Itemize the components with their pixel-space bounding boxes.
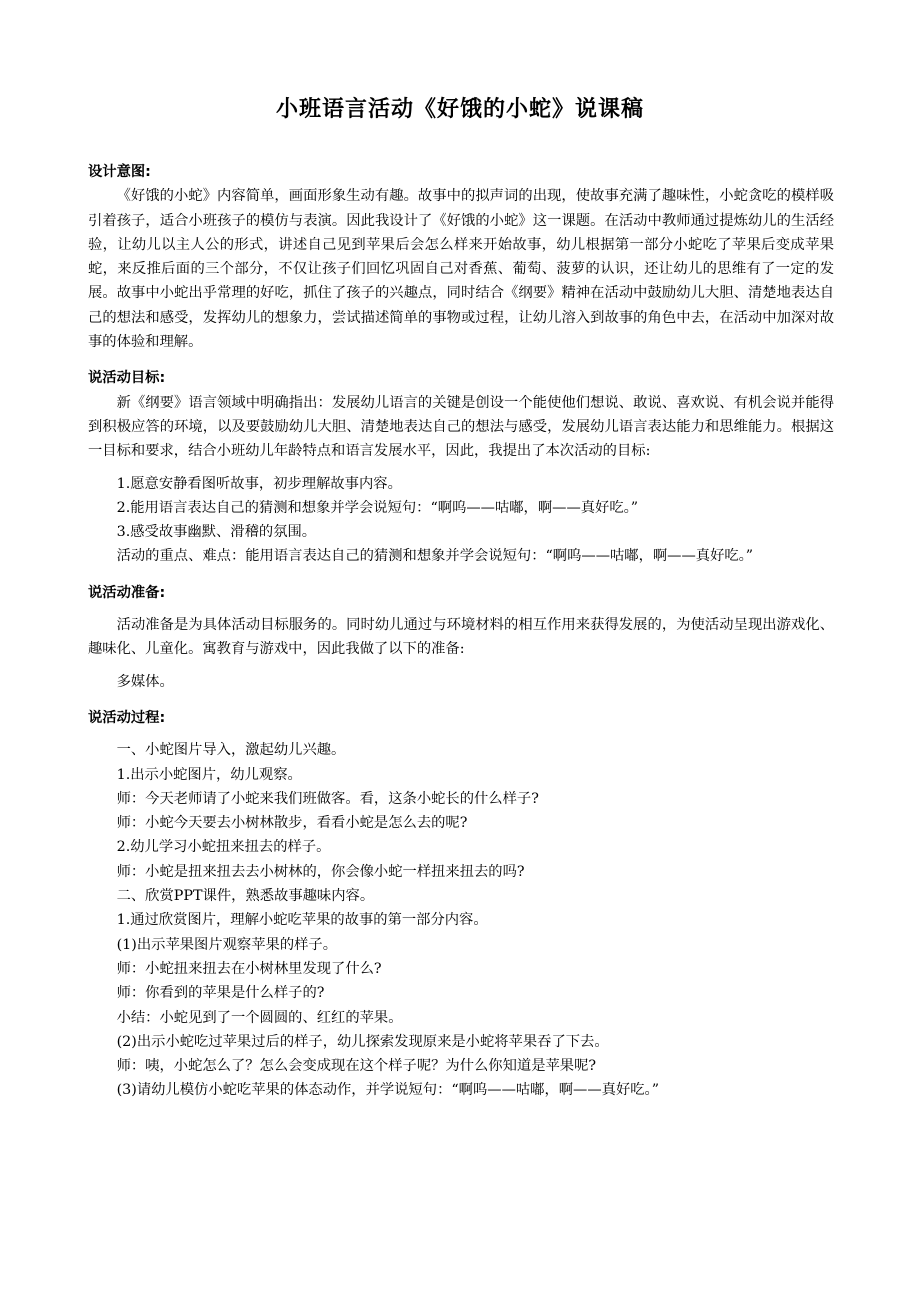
process-line: 师：小蛇今天要去小树林散步，看看小蛇是怎么去的呢? (116, 815, 468, 832)
goal-item-3: 3.感受故事幽默、滑稽的氛围。 (116, 524, 317, 541)
preparation-item: 多媒体。 (116, 673, 174, 690)
process-line: 2.幼儿学习小蛇扭来扭去的样子。 (116, 839, 331, 856)
process-line: 1.通过欣赏图片，理解小蛇吃苹果的故事的第一部分内容。 (116, 912, 488, 929)
document-body (88, 160, 834, 1103)
key-point: 活动的重点、难点：能用语言表达自己的猜测和想象并学会说短句：“啊呜——咕嘟，啊——真好吃。” (116, 548, 754, 565)
heading-preparation: 说活动准备: (88, 584, 166, 601)
process-line: 1.出示小蛇图片，幼儿观察。 (116, 766, 302, 783)
heading-design: 设计意图: (88, 164, 151, 180)
paragraph-preparation: 活动准备是为具体活动目标服务的。同时幼儿通过与环境材料的相互作用来获得发展的，为使活动呈现出游戏化、趣味化、儿童化。寓教育与游戏中，因此我做了以下的准备: (88, 617, 834, 658)
heading-goals: 说活动目标: (88, 370, 166, 387)
process-line: 一、小蛇图片导入，激起幼儿兴趣。 (116, 742, 346, 759)
page-title: 小班语言活动《好饿的小蛇》说课稿 (275, 97, 644, 122)
paragraph-goals: 新《纲要》语言领域中明确指出：发展幼儿语言的关键是创设一个能使他们想说、敢说、喜欢说、有机会说并能得到积极应答的环境，以及要鼓励幼儿大胆、清楚地表达自己的想法与感受，发展幼儿语言表达能力和思维能力。根据这一目标和要求，结合小班幼儿年龄特点和语言发展水平，因此，我提出了本次活动的目标: (88, 394, 834, 460)
process-line: 师：咦，小蛇怎么了？怎么会变成现在这个样子呢？为什么你知道是苹果呢? (116, 1058, 597, 1075)
process-line: (2)出示小蛇吃过苹果过后的样子，幼儿探索发现原来是小蛇将苹果吞了下去。 (116, 1033, 609, 1050)
process-line: 小结：小蛇见到了一个圆圆的、红红的苹果。 (116, 1009, 403, 1026)
goal-item-2: 2.能用语言表达自己的猜测和想象并学会说短句：“啊呜——咕嘟，啊——真好吃。” (116, 499, 639, 516)
process-line: 师：小蛇是扭来扭去去小树林的，你会像小蛇一样扭来扭去的吗? (116, 863, 525, 880)
paragraph-design: 《好饿的小蛇》内容简单，画面形象生动有趣。故事中的拟声词的出现，使故事充满了趣味性，小蛇贪吃的模样吸引着孩子，适合小班孩子的模仿与表演。因此我设计了《好饿的小蛇》这一课题。在活动中教师通过提炼幼儿的生活经验，让幼儿以主人公的形式，讲述自己见到苹果后会怎么样来开始故事，幼儿根据第一部分小蛇吃了苹果后变成苹果蛇，来反推后面的三个部分，不仅让孩子们回忆巩固自己对香蕉、葡萄、菠萝的认识，还让幼儿的思维有了一定的发展。故事中小蛇出乎常理的好吃，抓住了孩子的兴趣点，同时结合《纲要》精神在活动中鼓励幼儿大胆、清楚地表达自己的想法和感受，发挥幼儿的想象力，尝试描述简单的事物或过程，让幼儿溶入到故事的角色中去，在活动中加深对故事的体验和理解。 (88, 188, 834, 351)
goal-item-1: 1.愿意安静看图听故事，初步理解故事内容。 (116, 475, 402, 492)
heading-process: 说活动过程: (88, 709, 166, 726)
process-line: 师：今天老师请了小蛇来我们班做客。看，这条小蛇长的什么样子? (116, 790, 539, 807)
process-line: 师：小蛇扭来扭去在小树林里发现了什么? (116, 960, 382, 977)
process-line: 二、欣赏PPT课件，熟悉故事趣味内容。 (116, 888, 375, 905)
process-line: (3)请幼儿模仿小蛇吃苹果的体态动作，并学说短句：“啊呜——咕嘟，啊——真好吃。” (116, 1082, 659, 1099)
process-line: (1)出示苹果图片观察苹果的样子。 (116, 936, 338, 953)
process-line: 师：你看到的苹果是什么样子的? (116, 985, 325, 1002)
